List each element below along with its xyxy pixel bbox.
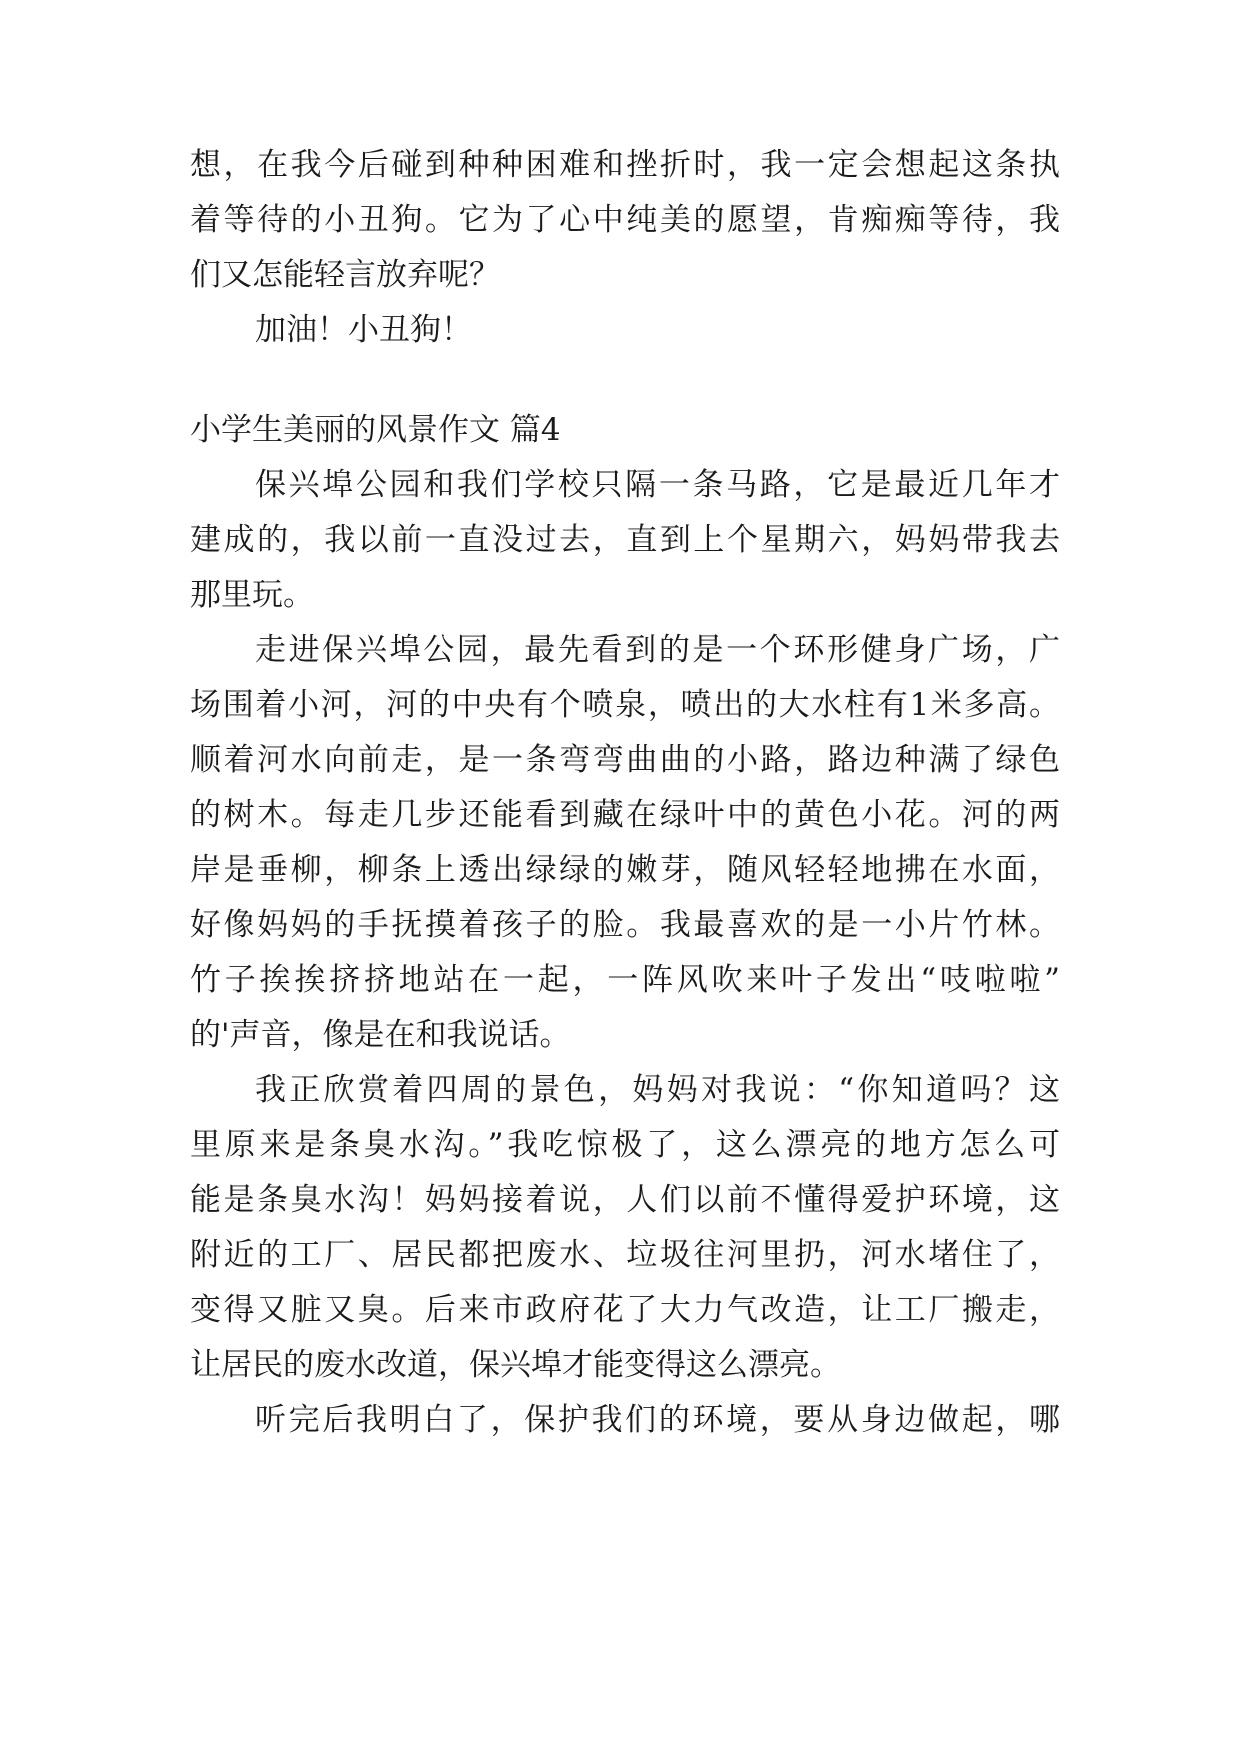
paragraph-line: 建成的，我以前一直没过去，直到上个星期六，妈妈带我去: [190, 522, 1060, 558]
paragraph-line: 变得又脏又臭。后来市政府花了大力气改造，让工厂搬走，: [190, 1292, 1060, 1328]
paragraph-line: 附近的工厂、居民都把废水、垃圾往河里扔，河水堵住了，: [190, 1237, 1060, 1273]
paragraph-line: 们又怎能轻言放弃呢？: [190, 257, 500, 293]
paragraph-line: 能是条臭水沟！妈妈接着说，人们以前不懂得爱护环境，这: [190, 1182, 1060, 1218]
paragraph-line: 那里玩。: [190, 577, 314, 613]
paragraph-line: 的'声音，像是在和我说话。: [190, 1017, 571, 1053]
paragraph-line: 好像妈妈的手抚摸着孩子的脸。我最喜欢的是一小片竹林。: [190, 907, 1060, 943]
paragraph-line: 让居民的废水改道，保兴埠才能变得这么漂亮。: [190, 1347, 841, 1383]
paragraph-line: 走进保兴埠公园，最先看到的是一个环形健身广场，广: [255, 632, 1060, 668]
paragraph-line: 竹子挨挨挤挤地站在一起，一阵风吹来叶子发出“吱啦啦”: [190, 962, 1060, 998]
paragraph-line: 想，在我今后碰到种种困难和挫折时，我一定会想起这条执: [190, 147, 1060, 183]
paragraph-line: 的树木。每走几步还能看到藏在绿叶中的黄色小花。河的两: [190, 797, 1060, 833]
paragraph-line: 里原来是条臭水沟。”我吃惊极了，这么漂亮的地方怎么可: [190, 1127, 1060, 1163]
paragraph-line: 着等待的小丑狗。它为了心中纯美的愿望，肯痴痴等待，我: [190, 202, 1060, 238]
paragraph-line: 听完后我明白了，保护我们的环境，要从身边做起，哪: [255, 1402, 1060, 1438]
paragraph-line: 顺着河水向前走，是一条弯弯曲曲的小路，路边种满了绿色: [190, 742, 1060, 778]
paragraph-line: 我正欣赏着四周的景色，妈妈对我说：“你知道吗？这: [255, 1072, 1060, 1108]
section-heading: 小学生美丽的风景作文 篇4: [190, 412, 561, 448]
paragraph-line: 岸是垂柳，柳条上透出绿绿的嫩芽，随风轻轻地拂在水面，: [190, 852, 1060, 888]
paragraph-line: 加油！小丑狗！: [255, 312, 472, 348]
paragraph-line: 保兴埠公园和我们学校只隔一条马路，它是最近几年才: [255, 467, 1060, 503]
paragraph-line: 场围着小河，河的中央有个喷泉，喷出的大水柱有1米多高。: [190, 687, 1060, 723]
